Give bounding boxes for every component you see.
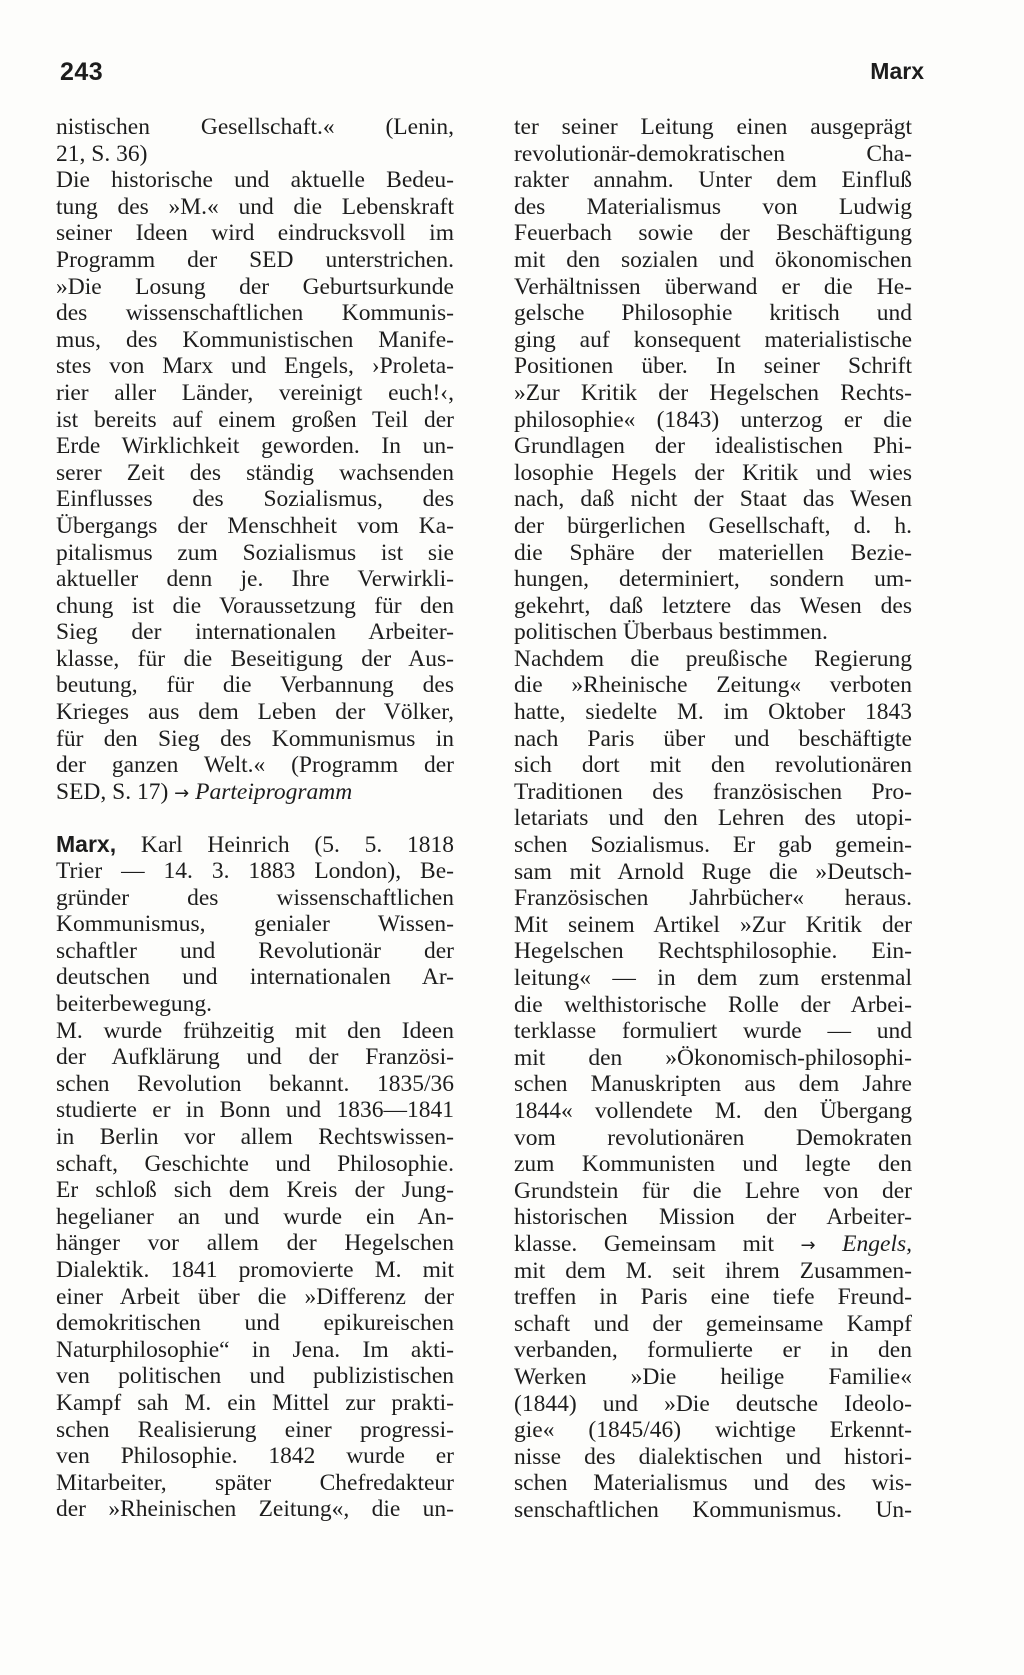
text-line: mit den »Ökonomisch-philosophi- [514,1044,912,1071]
entry-term-marx: Marx, [56,831,117,858]
text-line: Mitarbeiter, später Chefredakteur [56,1469,454,1496]
text-line: mus, des Kommunistischen Manife- [56,326,454,353]
text-line: Trier — 14. 3. 1883 London), Be- [56,858,454,885]
text-line: schen Realisierung einer progressi- [56,1416,454,1443]
text-line: nach Paris über und beschäftigte [514,725,912,752]
text-line: des wissenschaftlichen Kommunis- [56,300,454,327]
text-line: Dialektik. 1841 promovierte M. mit [56,1256,454,1283]
text-line: schen Revolution bekannt. 1835/36 [56,1070,454,1097]
text-line: politischen Überbaus bestimmen. [514,619,828,646]
text-line: Kampf sah M. ein Mittel zur prakti- [56,1389,454,1416]
text-line: Einflusses des Sozialismus, des [56,486,454,513]
cross-reference-arrow-icon: → [800,1234,816,1256]
text-line: ven Philosophie. 1842 wurde er [56,1443,454,1470]
cross-reference-parteiprogramm[interactable]: Parteiprogramm [195,778,353,805]
text-line: losophie Hegels der Kritik und wies [514,459,912,486]
text-line: sich dort mit den revolutionären [514,752,912,779]
text-line: der ganzen Welt.« (Programm der [56,752,454,779]
text-line: Er schloß sich dem Kreis der Jung- [56,1177,454,1204]
text-line: ist bereits auf einem großen Teil der [56,406,454,433]
text-line: Traditionen des französischen Pro- [514,778,912,805]
text-line: ter seiner Leitung einen ausgeprägt [514,114,912,140]
text-line: schaft, Geschichte und Philosophie. [56,1150,454,1177]
running-head: Marx [870,58,924,84]
text-line: Werken »Die heilige Familie« [514,1363,912,1390]
text-line: für den Sieg des Kommunismus in [56,725,454,752]
text-line: in Berlin vor allem Rechtswissen- [56,1123,454,1150]
text-line: schen Sozialismus. Er gab gemein- [514,832,912,859]
text-line: Grundstein für die Lehre von der [514,1177,912,1204]
text-line: zum Kommunisten und legte den [514,1151,912,1178]
text-line: schen Materialismus und des wis- [514,1470,912,1497]
text-line: chung ist die Voraussetzung für den [56,592,454,619]
text-line: gründer des wissenschaftlichen [56,884,454,911]
text-line: verbanden, formulierte er in den [514,1337,912,1364]
text-line: Grundlagen der idealistischen Phi- [514,433,912,460]
text-line: mit dem M. seit ihrem Zusammen- [514,1257,912,1284]
text-line: 21, S. 36) [56,140,148,167]
entry-heading-line [56,831,454,858]
text-line: Mit seinem Artikel »Zur Kritik der [514,911,912,938]
text-line: Sieg der internationalen Arbeiter- [56,619,454,646]
engels-reference-line [514,1231,912,1258]
left-column [56,114,454,1523]
text-line: ging auf konsequent materialistische [514,326,912,353]
text-line: studierte er in Bonn und 1836—1841 [56,1097,454,1124]
reference-line [56,779,454,806]
text-line: die welthistorische Rolle der Arbei- [514,991,912,1018]
text-line: historischen Mission der Arbeiter- [514,1204,912,1231]
right-column [514,114,912,1523]
text-line: deutschen und internationalen Ar- [56,964,454,991]
text-line: 1844« vollendete M. den Übergang [514,1097,912,1124]
text-line: leitung« — in dem zum erstenmal [514,965,912,991]
text-line: stes von Marx und Engels, ›Proleta- [56,353,454,380]
text-line: rakter annahm. Unter dem Einfluß [514,167,912,194]
text-line: terklasse formuliert wurde — und [514,1018,912,1045]
text-line: Feuerbach sowie der Beschäftigung [514,220,912,247]
text-line: revolutionär-demokratischen Cha- [514,140,912,167]
text-line: einer Arbeit über die »Differenz der [56,1283,454,1310]
text-line: senschaftlichen Kommunismus. Un- [514,1496,912,1523]
text-line: nisse des dialektischen und histori- [514,1443,912,1470]
text-line: Erde Wirklichkeit geworden. In un- [56,433,454,460]
text-line: pitalismus zum Sozialismus ist sie [56,539,454,566]
text-line: der »Rheinischen Zeitung«, die un- [56,1496,454,1523]
cross-reference-arrow-icon: → [174,782,190,804]
text-line: mit den sozialen und ökonomischen [514,246,912,273]
text-line: hänger vor allem der Hegelschen [56,1230,454,1257]
text-line: seiner Ideen wird eindrucksvoll im [56,220,454,247]
text-line: »Zur Kritik der Hegelschen Rechts- [514,379,912,406]
page-header [0,58,1024,98]
text-line: schaft und der gemeinsame Kampf [514,1310,912,1337]
text-line: klasse, für die Beseitigung der Aus- [56,645,454,672]
text-line: M. wurde frühzeitig mit den Ideen [56,1017,454,1044]
text-line: treffen in Paris eine tiefe Freund- [514,1284,912,1311]
text-line: demokritischen und epikureischen [56,1310,454,1337]
text-line: ven politischen und publizistischen [56,1363,454,1390]
entry-body-continued [514,114,912,1231]
page-number: 243 [60,58,104,86]
reference-prefix: SED, S. 17) [56,778,169,805]
text-line: die »Rheinische Zeitung« verboten [514,672,912,699]
text-line: Kommunismus, genialer Wissen- [56,911,454,938]
text-line: beutung, für die Verbannung des [56,672,454,699]
text-line: Übergangs der Menschheit vom Ka- [56,512,454,539]
text-line: (1844) und »Die deutsche Ideolo- [514,1390,912,1417]
text-line: sam mit Arnold Ruge die »Deutsch- [514,858,912,885]
text-line: Verhältnissen überwand er die He- [514,273,912,300]
text-line: hungen, determiniert, sondern um- [514,566,912,593]
text-line: Naturphilosophie“ in Jena. Im akti- [56,1336,454,1363]
text-line: hatte, siedelte M. im Oktober 1843 [514,699,912,726]
engels-reference-prefix: klasse. Gemeinsam mit [514,1230,774,1257]
text-line: der Aufklärung und der Französi- [56,1044,454,1071]
text-line: nach, daß nicht der Staat das Wesen [514,486,912,513]
entry-separator [56,805,454,831]
cross-reference-engels[interactable]: Engels, [842,1230,912,1257]
text-line: serer Zeit des ständig wachsenden [56,459,454,486]
text-line: der bürgerlichen Gesellschaft, d. h. [514,512,912,539]
text-line: gekehrt, daß letztere das Wesen des [514,592,912,619]
entry-heading-rest: Karl Heinrich (5. 5. 1818 [140,832,454,859]
text-line: schen Manuskripten aus dem Jahre [514,1071,912,1098]
text-line: gelsche Philosophie kritisch und [514,300,912,327]
previous-entry-continuation [56,114,454,779]
text-line: beiterbewegung. [56,991,212,1017]
text-line: vom revolutionären Demokraten [514,1124,912,1151]
text-line: aktueller denn je. Ihre Verwirkli- [56,566,454,593]
text-line: Programm der SED unterstrichen. [56,246,454,273]
entry-body-continued-end [514,1258,912,1524]
text-line: Die historische und aktuelle Bedeu- [56,167,454,194]
text-line: die Sphäre der materiellen Bezie- [514,539,912,566]
text-line: des Materialismus von Ludwig [514,193,912,220]
text-line: philosophie« (1843) unterzog er die [514,406,912,433]
text-line: schaftler und Revolutionär der [56,937,454,964]
text-line: gie« (1845/46) wichtige Erkennt- [514,1417,912,1444]
text-line: rier aller Länder, vereinigt euch!‹, [56,379,454,406]
text-line: Positionen über. In seiner Schrift [514,353,912,380]
entry-body [56,858,454,1523]
text-line: letariats und den Lehren des utopi- [514,805,912,832]
text-line: Nachdem die preußische Regierung [514,645,912,672]
text-line: nistischen Gesellschaft.« (Lenin, [56,114,454,140]
text-line: Krieges aus dem Leben der Völker, [56,699,454,726]
text-line: tung des »M.« und die Lebenskraft [56,193,454,220]
text-line: Hegelschen Rechtsphilosophie. Ein- [514,938,912,965]
text-line: Französischen Jahrbücher« heraus. [514,885,912,912]
text-line: »Die Losung der Geburtsurkunde [56,273,454,300]
text-line: hegelianer an und wurde ein An- [56,1203,454,1230]
